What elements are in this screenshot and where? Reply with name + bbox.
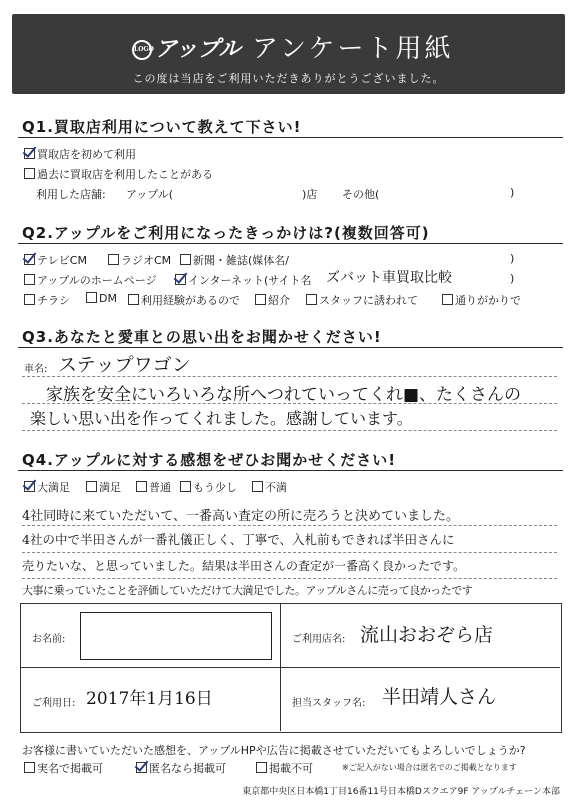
info-divider-vertical — [280, 603, 281, 731]
q4-title: Q4.アップルに対する感想をぜひお聞かせください! — [22, 451, 397, 469]
consent-note: ※ご記入がない場合は匿名でのご掲載となります — [342, 763, 517, 772]
store-used-label: ご利用店名: — [292, 634, 346, 645]
q2-title: Q2.アップルをご利用になったきっかけは?(複数回答可) — [22, 224, 430, 242]
q3-title: Q3.あなたと愛車との思い出をお聞かせください! — [22, 328, 382, 346]
q1-option-used-before[interactable]: 過去に買取店を利用したことがある — [24, 166, 213, 182]
usage-date-value: 2017年1月16日 — [86, 689, 213, 709]
checkbox-checked-icon[interactable] — [24, 148, 35, 159]
consent-real-name[interactable]: 実名で掲載可 — [24, 760, 103, 776]
header-banner — [12, 14, 565, 94]
q3-divider — [18, 347, 563, 348]
checkbox-icon[interactable] — [442, 294, 453, 305]
apple-logo — [132, 32, 241, 63]
q4-comment-line-4: 大事に乗っていたことを評価していただけて大満足でした。アップルさんに売って良かったです — [22, 584, 473, 597]
q4-comment-line-3: 売りたいな、と思っていました。結果は半田さんの査定が一番高く良かったです。 — [22, 559, 466, 573]
q3-rule-3 — [22, 430, 557, 431]
q2-option-flyer[interactable]: チラシ — [24, 292, 70, 308]
q2-option-staff[interactable]: スタッフに誘われて — [306, 292, 418, 308]
checkbox-icon[interactable] — [306, 294, 317, 305]
checkbox-icon[interactable] — [24, 762, 35, 773]
q3-memory-line-2: 楽しい思い出を作ってくれました。感謝しています。 — [30, 409, 413, 428]
checkbox-icon[interactable] — [24, 294, 35, 305]
q3-memory-line-1: 家族を安全にいろいろな所へつれていってくれ■、たくさんの — [46, 385, 522, 405]
checkbox-icon[interactable] — [252, 481, 263, 492]
checkbox-icon[interactable] — [255, 294, 266, 305]
q4-rule-3 — [22, 578, 557, 579]
page-title: アンケート用紙 — [252, 34, 454, 64]
q4-comment-line-1: 4社同時に来ていただいて、一番高い査定の所に売ろうと決めていました。 — [22, 509, 460, 524]
car-name-value: ステップワゴン — [58, 354, 191, 376]
checkbox-checked-icon[interactable] — [136, 762, 147, 773]
q3-rule-1 — [22, 376, 557, 377]
q4-rating-could-improve[interactable]: もう少し — [180, 479, 237, 495]
logo-text: アップル — [155, 36, 241, 62]
store-used-value: 流山おおぞら店 — [360, 624, 494, 646]
q1-title: Q1.買取店利用について教えて下さい! — [22, 118, 302, 136]
usage-date-label: ご利用日: — [32, 698, 76, 709]
q1-divider — [18, 137, 563, 138]
q2-option-newspaper[interactable]: 新聞・雑誌(媒体名/ — [180, 252, 289, 268]
publication-consent-question: お客様に書いていただいた感想を、アップルHPや広告に掲載させていただいてもよろしいでしょうか? — [22, 744, 526, 757]
q2-option-dm[interactable]: DM — [86, 292, 117, 305]
q4-rating-dissatisfied[interactable]: 不満 — [252, 479, 287, 495]
checkbox-icon[interactable] — [108, 254, 119, 265]
q2-option-radio-cm[interactable]: ラジオCM — [108, 252, 171, 268]
consent-not-allowed[interactable]: 掲載不可 — [256, 760, 313, 776]
q2-divider — [18, 243, 563, 244]
info-divider-horizontal — [20, 667, 560, 668]
q2-row2-close: ) — [510, 272, 515, 285]
car-name-label: 車名: — [24, 364, 48, 375]
q4-rule-1 — [22, 525, 557, 526]
checkbox-checked-icon[interactable] — [175, 274, 186, 285]
checkbox-icon[interactable] — [180, 254, 191, 265]
q4-divider — [18, 470, 563, 471]
checkbox-icon[interactable] — [86, 481, 97, 492]
checkbox-icon[interactable] — [24, 168, 35, 179]
q2-site-name-handwritten: ズバット車買取比較 — [326, 270, 452, 286]
company-address: 東京都中央区日本橋1丁目16番11号日本橋Dスクエア9F アップルチェーン本部 — [242, 787, 560, 797]
q1-store-suffix: )店 — [302, 188, 318, 201]
q1-option-first-time[interactable]: 買取店を初めて利用 — [24, 146, 136, 162]
q2-option-homepage[interactable]: アップルのホームページ — [24, 272, 157, 288]
q2-option-passing-by[interactable]: 通りがかりで — [442, 292, 521, 308]
q2-option-tv-cm[interactable]: テレビCM — [24, 252, 87, 268]
checkbox-icon[interactable] — [136, 481, 147, 492]
checkbox-checked-icon[interactable] — [24, 254, 35, 265]
checkbox-icon[interactable] — [128, 294, 139, 305]
q2-option-internet[interactable]: インターネット(サイト名 — [175, 272, 312, 288]
page-subtitle: この度は当店をご利用いただきありがとうございました。 — [132, 72, 445, 85]
q1-store-other: その他( — [342, 188, 380, 201]
q4-comment-line-2: 4社の中で半田さんが一番礼儀正しく、丁寧で、入札前もできれば半田さんに — [22, 532, 455, 547]
consent-anonymous[interactable]: 匿名なら掲載可 — [136, 760, 226, 776]
checkbox-checked-icon[interactable] — [24, 481, 35, 492]
staff-name-label: 担当スタッフ名: — [292, 698, 366, 709]
q1-store-close: ) — [510, 186, 515, 199]
q2-option-referral[interactable]: 紹介 — [255, 292, 290, 308]
checkbox-icon[interactable] — [180, 481, 191, 492]
staff-name-value: 半田靖人さん — [382, 686, 497, 708]
name-redaction-box — [80, 612, 272, 660]
q2-row1-close: ) — [510, 252, 515, 265]
name-label: お名前: — [32, 634, 66, 645]
checkbox-icon[interactable] — [256, 762, 267, 773]
q1-store-apple: アップル( — [126, 188, 174, 201]
q4-rating-very-satisfied[interactable]: 大満足 — [24, 479, 70, 495]
checkbox-icon[interactable] — [24, 274, 35, 285]
checkbox-icon[interactable] — [86, 292, 97, 303]
logo-badge-icon: LOGO — [132, 40, 152, 60]
q1-store-prefix: 利用した店舗: — [36, 188, 106, 201]
q4-rule-2 — [22, 552, 557, 553]
q3-rule-2 — [22, 403, 557, 404]
q4-rating-normal[interactable]: 普通 — [136, 479, 171, 495]
q2-option-experience[interactable]: 利用経験があるので — [128, 292, 240, 308]
q4-rating-satisfied[interactable]: 満足 — [86, 479, 121, 495]
